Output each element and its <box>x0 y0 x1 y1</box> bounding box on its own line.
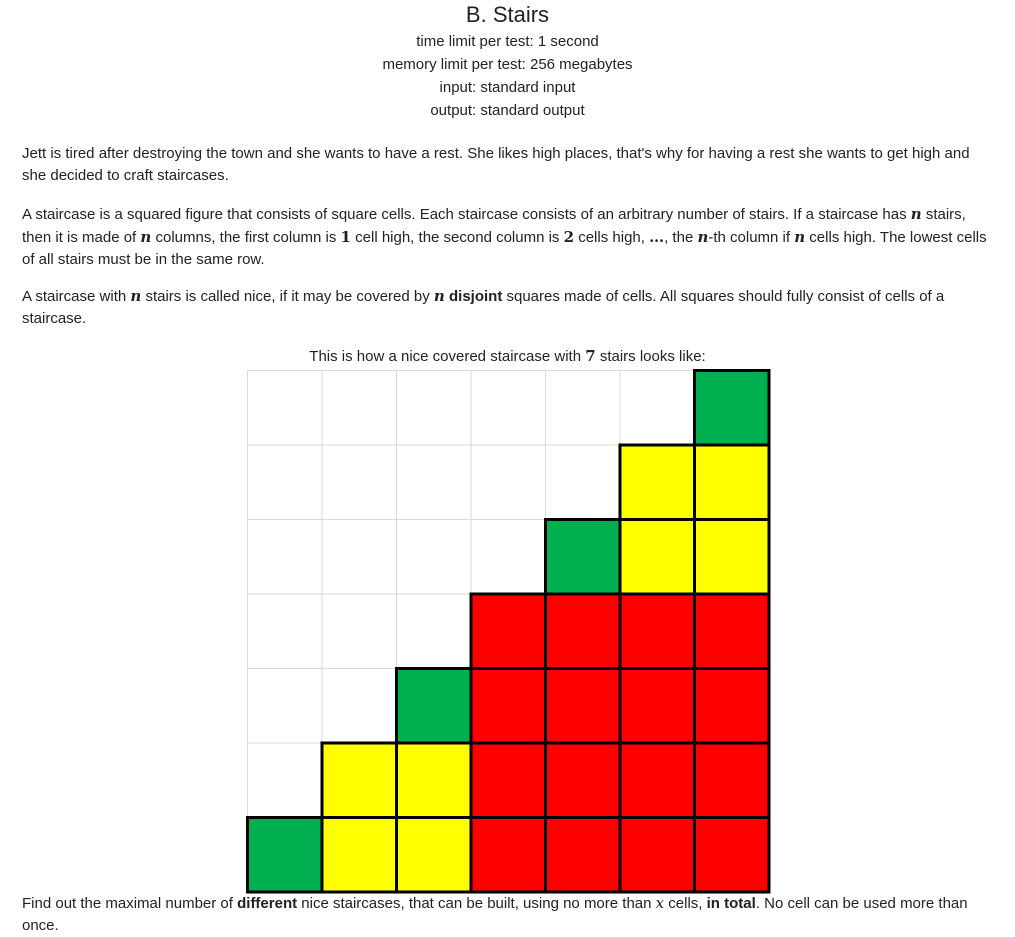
math-number: 7 <box>585 347 596 365</box>
statement-paragraph-1: Jett is tired after destroying the town and she wants to have a rest. She likes high places, that's why for having a rest she wants to get high and she decided to craft staircases. <box>22 145 970 184</box>
staircase-cell-green <box>695 371 770 446</box>
staircase-cell-green <box>248 818 323 893</box>
math-number: 1 <box>340 228 351 246</box>
bold-text: different <box>237 895 298 912</box>
staircase-cell-yellow <box>322 743 397 818</box>
staircase-cell-red <box>546 743 621 818</box>
staircase-cell-yellow <box>695 445 770 520</box>
staircase-cell-red <box>620 669 695 744</box>
math-var: n <box>140 228 152 246</box>
text-run: A staircase is a squared figure that consists of square cells. Each staircase consists of an arbitrary number of stairs. If a staircase has <box>22 206 911 223</box>
bold-text: disjoint <box>449 288 503 305</box>
figure-caption <box>0 344 1015 369</box>
staircase-cell-red <box>695 743 770 818</box>
math-var: x <box>655 894 665 912</box>
math-var: n <box>130 287 142 305</box>
math-number: 2 <box>563 228 575 246</box>
text-run: nice staircases, that can be built, using no more than <box>297 895 656 912</box>
staircase-cell-red <box>546 669 621 744</box>
math-ellipsis: … <box>649 228 665 246</box>
staircase-cell-red <box>546 818 621 893</box>
text-run: stairs is called nice, if it may be covered by <box>141 288 434 305</box>
text-run: A staircase with <box>22 288 131 305</box>
staircase-cell-yellow <box>397 818 472 893</box>
staircase-cell-red <box>695 818 770 893</box>
staircase-cell-red <box>695 669 770 744</box>
statement-paragraph-4 <box>22 892 997 937</box>
math-var: n <box>697 228 709 246</box>
staircase-cell-red <box>620 818 695 893</box>
text-run: , the <box>664 229 698 246</box>
text-run: cells high, <box>574 229 650 246</box>
math-var: n <box>794 228 806 246</box>
text-run: stairs looks like: <box>595 348 706 365</box>
text-run: columns, the first column is <box>151 229 341 246</box>
bold-text: in total <box>706 895 756 912</box>
staircase-cell-red <box>620 743 695 818</box>
math-var: n <box>910 205 922 223</box>
math-var: n <box>433 287 445 305</box>
text-run: cells, <box>664 895 707 912</box>
text-run: cells high. The lowest cells of all stairs must be in the same row. <box>22 229 987 268</box>
text-run: . No cell can be used more than once. <box>22 895 968 934</box>
problem-title: B. Stairs <box>465 2 550 27</box>
text-run: stairs, then it is made of <box>22 206 966 246</box>
text-run: Find out the maximal number of <box>22 895 238 912</box>
staircase-cell-yellow <box>620 445 695 520</box>
time-limit: time limit per test: 1 second <box>416 33 599 50</box>
statement-paragraph-3 <box>22 285 997 330</box>
memory-limit: memory limit per test: 256 megabytes <box>382 56 633 73</box>
text-run: -th column if <box>708 229 795 246</box>
staircase-cell-red <box>695 594 770 669</box>
problem-header <box>0 0 1015 122</box>
input-spec: input: standard input <box>439 79 576 96</box>
statement-paragraph-2 <box>22 203 997 271</box>
staircase-cell-yellow <box>397 743 472 818</box>
text-run: squares made of cells. All squares should fully consist of cells of a staircase. <box>22 288 945 327</box>
text-run: cell high, the second column is <box>350 229 564 246</box>
staircase-cell-red <box>620 594 695 669</box>
text-run: This is how a nice covered staircase with <box>309 348 586 365</box>
staircase-cell-red <box>471 818 546 893</box>
staircase-cell-red <box>471 594 546 669</box>
staircase-cell-red <box>471 743 546 818</box>
staircase-cell-green <box>546 520 621 595</box>
staircase-cell-green <box>397 669 472 744</box>
staircase-cell-yellow <box>620 520 695 595</box>
problem-meta <box>0 30 1015 122</box>
staircase-cell-yellow <box>695 520 770 595</box>
staircase-cell-red <box>546 594 621 669</box>
output-spec: output: standard output <box>430 102 585 119</box>
staircase-cell-yellow <box>322 818 397 893</box>
staircase-cell-red <box>471 669 546 744</box>
staircase-figure <box>246 369 771 894</box>
